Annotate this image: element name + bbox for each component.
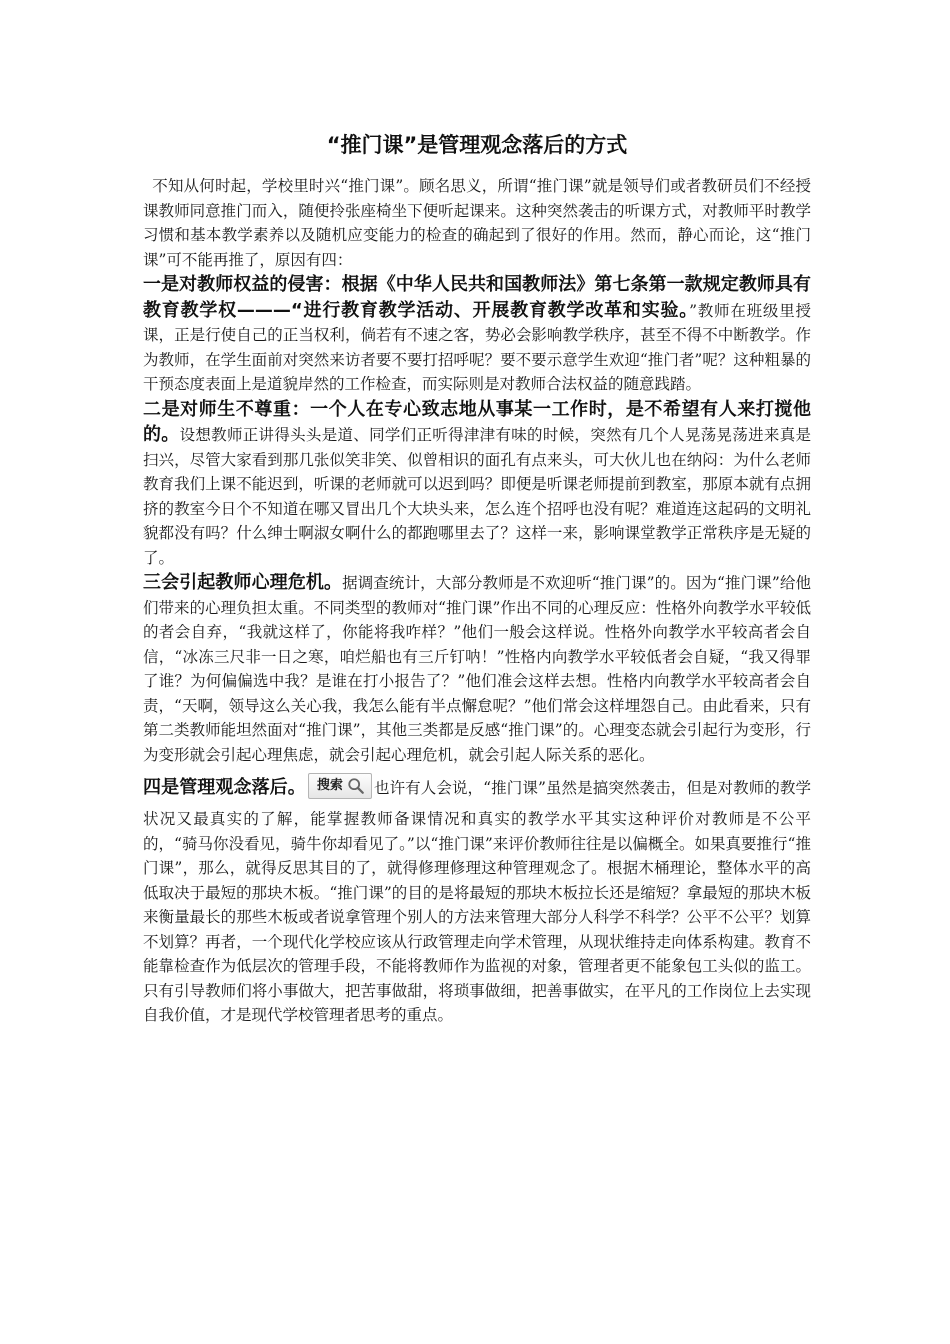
- point-four-body: 也许有人会说，“推门课”虽然是搞突然袭击，但是对教师的教学状况又最真实的了解，能掌握教师备课情况和真实的教学水平其实这种评价对教师是不公平的，“骑马你没看见，骑牛你却看见了。”以“推门课”来评价教师往往是以偏概全。如果真要推行“推门课”，那么，就得反思其目的了，就得修理修理这种管理观念了。根据木桶理论，整体水平的高低取决于最短的那块木板。“推门课”的目的是将最短的那块木板拉长还是缩短？拿最短的那块木板来衡量最长的那些木板或者说拿管理个别人的方法来管理大部分人科学不科学？公平不公平？划算不划算？再者，一个现代化学校应该从行政管理走向学术管理，从现状维持走向体系构建。教育不能靠检查作为低层次的管理手段，不能将教师作为监视的对象，管理者更不能象包工头似的监工。只有引导教师们将小事做大，把苦事做甜，将琐事做细，把善事做实，在平凡的工作岗位上去实现自我价值，才是现代学校管理者思考的重点。: [143, 779, 811, 1025]
- point-three-lead: 三会引起教师心理危机。: [143, 572, 343, 593]
- point-three-paragraph: [143, 570, 811, 767]
- point-two-lead: 二是对师生不尊重：一个人在专心致志地从事某一工作时，是不希望有人来打搅他的。: [143, 398, 811, 445]
- point-one-paragraph: [143, 272, 811, 397]
- point-two-paragraph: [143, 397, 811, 571]
- point-one-body: ”教师在班级里授课，正是行使自己的正当权利，倘若有不速之客，势必会影响教学秩序，甚至不得不中断教学。作为教师，在学生面前对突然来访者要不要打招呼呢？要不要示意学生欢迎“推门者”呢？这种粗暴的干预态度表面上是道貌岸然的工作检查，而实际则是对教师合法权益的随意践踏。: [143, 301, 811, 393]
- intro-paragraph: 不知从何时起，学校里时兴“推门课”。顾名思义，所谓“推门课”就是领导们或者教研员们不经授课教师同意推门而入，随便拎张座椅坐下便听起课来。这种突然袭击的听课方式，对教师平时教学习惯和基本教学素养以及随机应变能力的检查的确起到了很好的作用。然而，静心而论，这“推门课”可不能再推了，原因有四：: [143, 177, 811, 269]
- article-title: “推门课”是管理观念落后的方式: [326, 133, 628, 157]
- document-page: [143, 130, 811, 1028]
- point-four-paragraph: [143, 775, 811, 1028]
- search-button-label: 搜索: [316, 778, 343, 793]
- magnifier-icon: [347, 777, 365, 795]
- search-button[interactable]: [308, 773, 372, 799]
- point-three-body: 据调查统计，大部分教师是不欢迎听“推门课”的。因为“推门课”给他们带来的心理负担太重。不同类型的教师对“推门课”作出不同的心理反应：性格外向教学水平较低的者会自弃，“我就这样了，你能将我咋样？”他们一般会这样说。性格外向教学水平较高者会自信，“冰冻三尺非一日之寒，咱烂船也有三斤钉呐！”性格内向教学水平较低者会自疑，“我又得罪了谁？为何偏偏选中我？是谁在打小报告了？”他们准会这样去想。性格内向教学水平较高者会自责，“天啊，领导这么关心我，我怎么能有半点懈怠呢？”他们常会这样埋怨自己。由此看来，只有第二类教师能坦然面对“推门课”，其他三类都是反感“推门课”的。心理变态就会引起行为变形，行为变形就会引起心理焦虑，就会引起心理危机，就会引起人际关系的恶化。: [143, 574, 811, 764]
- point-two-body: 设想教师正讲得头头是道、同学们正听得津津有味的时候，突然有几个人晃荡晃荡进来真是扫兴，尽管大家看到那几张似笑非笑、似曾相识的面孔有点来头，可大伙儿也在纳闷：为什么老师教育我们上课不能迟到，听课的老师就可以迟到吗？即便是听课老师提前到教室，那原本就有点拥挤的教室今日个不知道在哪又冒出几个大块头来，怎么连个招呼也没有呢？难道连这起码的文明礼貌都没有吗？什么绅士啊淑女啊什么的都跑哪里去了？这样一来，影响课堂教学正常秩序是无疑的了。: [143, 426, 811, 567]
- point-one-lead: 一是对教师权益的侵害：根据《中华人民共和国教师法》第七条第一款规定教师具有教育教学权———“进行教育教学活动、开展教育教学改革和实验。: [143, 274, 811, 321]
- point-four-lead: 四是管理观念落后。: [143, 777, 306, 798]
